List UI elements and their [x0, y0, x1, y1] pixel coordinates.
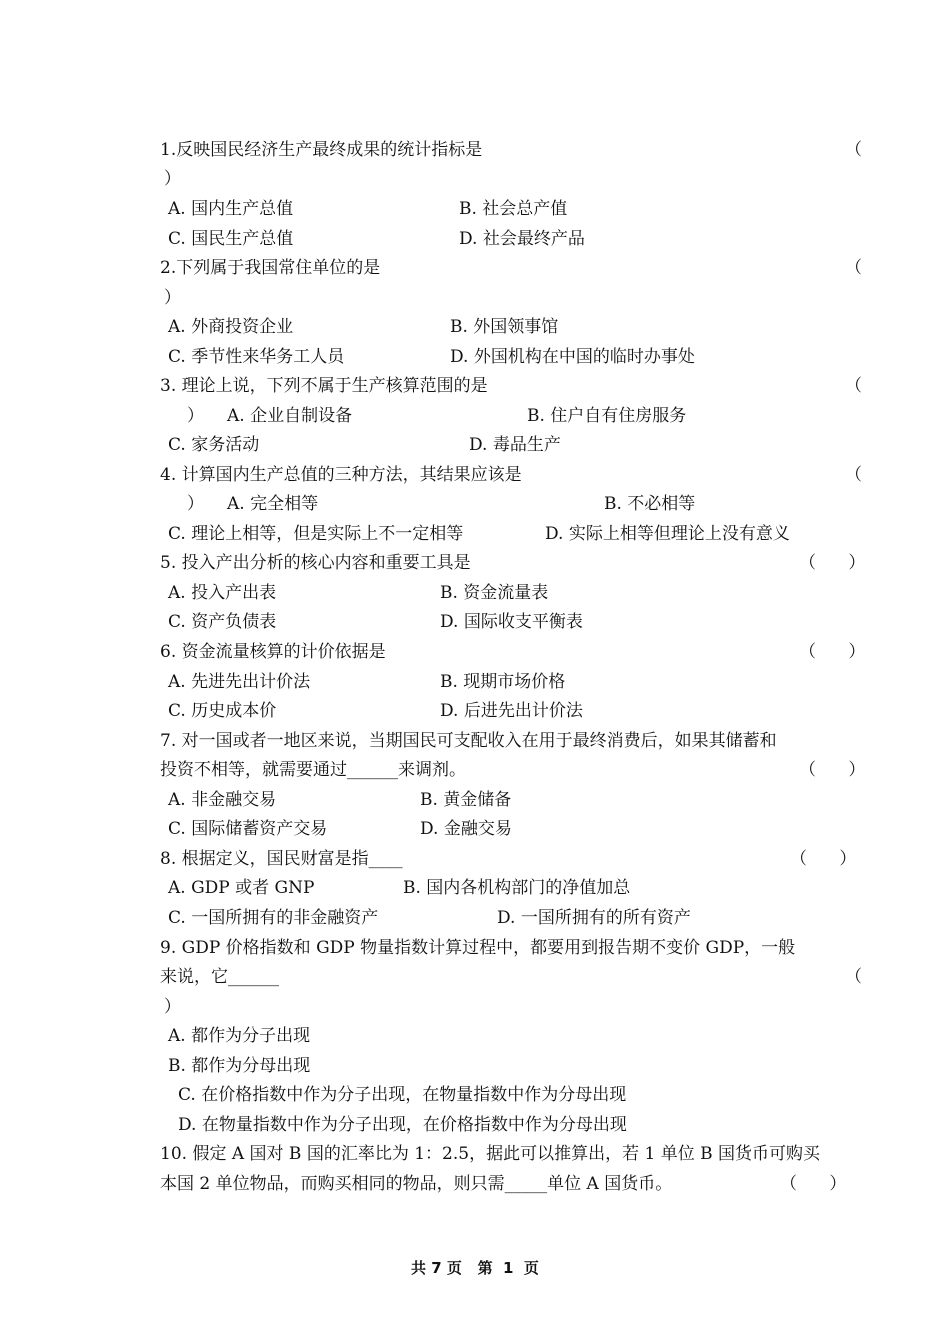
option-b[interactable]: B. 黄金储备 [420, 790, 512, 810]
option-a[interactable]: A. 企业自制设备 [227, 406, 353, 426]
option-b[interactable]: B. 社会总产值 [459, 199, 568, 219]
option-a[interactable]: A. 国内生产总值 [168, 199, 294, 219]
total-pages: 共 7 页 [411, 1259, 462, 1277]
option-b[interactable]: B. 外国领事馆 [450, 317, 559, 337]
question-2-stem: 2.下列属于我国常住单位的是 [160, 258, 381, 278]
answer-paren[interactable]: （ [845, 140, 862, 160]
option-d[interactable]: D. 一国所拥有的所有资产 [497, 908, 691, 928]
page-footer [0, 1257, 950, 1278]
option-d[interactable]: D. 社会最终产品 [459, 229, 585, 249]
option-c[interactable]: C. 家务活动 [168, 435, 260, 455]
answer-paren[interactable]: （ [845, 258, 862, 278]
answer-paren[interactable]: （ [845, 465, 862, 485]
answer-paren[interactable]: （ ） [799, 760, 866, 780]
option-a[interactable]: A. GDP 或者 GNP [168, 878, 315, 898]
option-b[interactable]: B. 资金流量表 [440, 583, 549, 603]
question-9-stem-line2: 来说，它______ [160, 967, 279, 987]
option-d[interactable]: D. 金融交易 [420, 819, 512, 839]
option-a[interactable]: A. 完全相等 [227, 494, 319, 514]
answer-paren[interactable]: （ [845, 376, 862, 396]
option-b[interactable]: B. 都作为分母出现 [168, 1056, 311, 1076]
question-7-stem: 7. 对一国或者一地区来说，当期国民可支配收入在用于最终消费后，如果其储蓄和 [160, 731, 777, 751]
option-b[interactable]: B. 住户自有住房服务 [527, 406, 687, 426]
answer-paren[interactable]: （ ） [780, 1174, 847, 1194]
option-a[interactable]: A. 非金融交易 [168, 790, 277, 810]
question-3-stem: 3. 理论上说，下列不属于生产核算范围的是 [160, 376, 488, 396]
question-5-stem: 5. 投入产出分析的核心内容和重要工具是 [160, 553, 471, 573]
question-10-stem: 10. 假定 A 国对 B 国的汇率比为 1：2.5，据此可以推算出，若 1 单位 B 国货币可购买 [160, 1144, 821, 1164]
option-b[interactable]: B. 现期市场价格 [440, 672, 566, 692]
answer-paren-close: ） [187, 406, 204, 426]
answer-paren-close: ） [187, 494, 204, 514]
option-a[interactable]: A. 外商投资企业 [168, 317, 294, 337]
option-a[interactable]: A. 先进先出计价法 [168, 672, 311, 692]
question-4-stem: 4. 计算国内生产总值的三种方法，其结果应该是 [160, 465, 522, 485]
question-1-stem: 1.反映国民经济生产最终成果的统计指标是 [160, 140, 483, 160]
option-c[interactable]: C. 一国所拥有的非金融资产 [168, 908, 379, 928]
answer-paren-close: ） [164, 288, 181, 308]
option-a[interactable]: A. 投入产出表 [168, 583, 277, 603]
question-9-stem: 9. GDP 价格指数和 GDP 物量指数计算过程中，都要用到报告期不变价 GDP，一般 [160, 938, 796, 958]
option-c[interactable]: C. 历史成本价 [168, 701, 277, 721]
option-c[interactable]: C. 资产负债表 [168, 612, 277, 632]
answer-paren[interactable]: （ ） [790, 849, 857, 869]
question-10-stem-line2: 本国 2 单位物品，而购买相同的物品，则只需_____单位 A 国货币。 [160, 1174, 673, 1194]
option-d[interactable]: D. 后进先出计价法 [440, 701, 583, 721]
answer-paren[interactable]: （ [845, 967, 862, 987]
option-c[interactable]: C. 在价格指数中作为分子出现，在物量指数中作为分母出现 [178, 1085, 627, 1105]
option-b[interactable]: B. 国内各机构部门的净值加总 [403, 878, 631, 898]
option-d[interactable]: D. 毒品生产 [469, 435, 561, 455]
question-8-stem: 8. 根据定义，国民财富是指____ [160, 849, 403, 869]
option-b[interactable]: B. 不必相等 [604, 494, 696, 514]
option-c[interactable]: C. 国际储蓄资产交易 [168, 819, 328, 839]
option-c[interactable]: C. 理论上相等，但是实际上不一定相等 [168, 524, 464, 544]
question-6-stem: 6. 资金流量核算的计价依据是 [160, 642, 386, 662]
answer-paren-close: ） [164, 169, 181, 189]
answer-paren-close: ） [164, 997, 181, 1017]
option-c[interactable]: C. 季节性来华务工人员 [168, 347, 345, 367]
option-d[interactable]: D. 实际上相等但理论上没有意义 [545, 524, 790, 544]
option-d[interactable]: D. 国际收支平衡表 [440, 612, 583, 632]
answer-paren[interactable]: （ ） [799, 642, 866, 662]
option-c[interactable]: C. 国民生产总值 [168, 229, 294, 249]
option-d[interactable]: D. 在物量指数中作为分子出现，在价格指数中作为分母出现 [178, 1115, 627, 1135]
option-a[interactable]: A. 都作为分子出现 [168, 1026, 311, 1046]
answer-paren[interactable]: （ ） [799, 553, 866, 573]
current-page: 第 1 页 [477, 1259, 539, 1277]
option-d[interactable]: D. 外国机构在中国的临时办事处 [450, 347, 695, 367]
question-7-stem-line2: 投资不相等，就需要通过______来调剂。 [160, 760, 466, 780]
